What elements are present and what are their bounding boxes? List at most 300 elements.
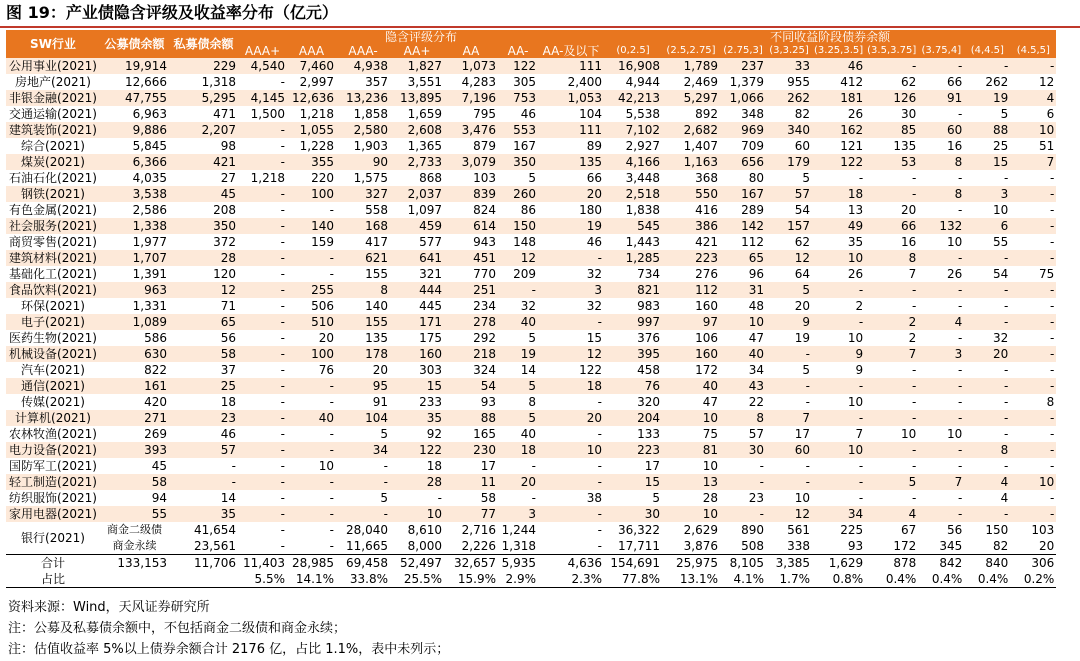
table-cell: 66 [538, 170, 604, 186]
ratio-cell: 0.4% [865, 571, 918, 588]
table-cell: 9 [812, 346, 865, 362]
total-cell: 25,975 [662, 555, 720, 572]
table-cell: 12,636 [287, 90, 336, 106]
table-cell: 168 [336, 218, 390, 234]
table-cell: 28 [390, 474, 444, 490]
table-cell: - [287, 266, 336, 282]
table-cell: 8 [1010, 394, 1056, 410]
total-cell: 840 [964, 555, 1010, 572]
table-cell: 8 [865, 250, 918, 266]
table-cell: 2,207 [169, 122, 238, 138]
table-cell: 890 [720, 522, 766, 538]
table-row [6, 122, 1056, 138]
table-cell: 5 [498, 170, 538, 186]
table-cell: - [865, 458, 918, 474]
table-cell: 57 [766, 186, 812, 202]
table-cell: 35 [169, 506, 238, 522]
table-cell: 18 [169, 394, 238, 410]
table-cell: 57 [169, 442, 238, 458]
table-cell: 160 [662, 298, 720, 314]
table-cell: - [287, 490, 336, 506]
table-cell: - [1010, 202, 1056, 218]
table-cell: 2,733 [390, 154, 444, 170]
table-cell: - [766, 394, 812, 410]
table-cell: - [238, 122, 287, 138]
table-cell: 218 [444, 346, 498, 362]
table-cell: 12 [766, 506, 812, 522]
table-cell: 3 [538, 282, 604, 298]
table-cell: - [287, 426, 336, 442]
header-industry: SW行业 [6, 30, 100, 58]
table-cell: 7,460 [287, 58, 336, 74]
table-cell: 12 [766, 250, 812, 266]
table-cell: 4,283 [444, 74, 498, 90]
table-cell: 1,055 [287, 122, 336, 138]
table-row [6, 490, 1056, 506]
table-cell: 56 [918, 522, 964, 538]
table-cell: - [238, 522, 287, 538]
table-cell: 10 [720, 314, 766, 330]
table-cell: 230 [444, 442, 498, 458]
table-cell: 66 [865, 218, 918, 234]
header-yield-band-5: (3.5,3.75] [867, 45, 917, 56]
table-cell: 16 [865, 234, 918, 250]
table-cell: 97 [662, 314, 720, 330]
table-cell: 77 [444, 506, 498, 522]
table-cell: - [1010, 282, 1056, 298]
table-cell: 20 [1010, 538, 1056, 555]
table-cell: 160 [662, 346, 720, 362]
table-cell: - [498, 458, 538, 474]
table-row [6, 282, 1056, 298]
table-cell: 324 [444, 362, 498, 378]
table-cell: 54 [964, 266, 1010, 282]
table-cell: 868 [390, 170, 444, 186]
table-cell: 393 [100, 442, 169, 458]
table-cell: 171 [390, 314, 444, 330]
table-cell: 75 [662, 426, 720, 442]
table-cell: 179 [766, 154, 812, 170]
table-cell: - [238, 442, 287, 458]
table-cell: 417 [336, 234, 390, 250]
table-cell: 10 [918, 426, 964, 442]
table-cell: 155 [336, 266, 390, 282]
table-cell: 86 [498, 202, 538, 218]
table-cell: 586 [100, 330, 169, 346]
table-cell: 14 [169, 490, 238, 506]
industry-name: 非银金融(2021) [6, 90, 100, 106]
table-cell: - [766, 346, 812, 362]
table-cell: - [287, 250, 336, 266]
table-cell: 8 [918, 186, 964, 202]
table-cell: - [287, 202, 336, 218]
table-cell: 17 [604, 458, 662, 474]
table-cell: 416 [662, 202, 720, 218]
table-cell: 508 [720, 538, 766, 555]
table-cell: - [964, 58, 1010, 74]
table-cell: 7 [1010, 154, 1056, 170]
table-cell: - [812, 410, 865, 426]
table-cell: 444 [390, 282, 444, 298]
table-cell: - [812, 170, 865, 186]
table-cell: - [238, 346, 287, 362]
table-cell: 395 [604, 346, 662, 362]
industry-name: 有色金属(2021) [6, 202, 100, 218]
ratio-cell: 4.1% [720, 571, 766, 588]
table-cell: 165 [444, 426, 498, 442]
table-cell: - [964, 298, 1010, 314]
table-cell: 1,903 [336, 138, 390, 154]
table-cell: 892 [662, 106, 720, 122]
total-cell: 878 [865, 555, 918, 572]
table-cell: 558 [336, 202, 390, 218]
table-cell: 15 [964, 154, 1010, 170]
table-cell: - [336, 474, 390, 490]
table-cell: 340 [766, 122, 812, 138]
table-cell: 338 [766, 538, 812, 555]
table-cell: - [287, 442, 336, 458]
table-cell: 6,963 [100, 106, 169, 122]
table-cell: 162 [812, 122, 865, 138]
table-cell: 510 [287, 314, 336, 330]
table-cell: 16 [918, 138, 964, 154]
table-cell: 1,331 [100, 298, 169, 314]
industry-name: 汽车(2021) [6, 362, 100, 378]
table-cell: 82 [964, 538, 1010, 555]
industry-name: 传媒(2021) [6, 394, 100, 410]
table-cell: - [766, 458, 812, 474]
table-cell: 1,163 [662, 154, 720, 170]
table-cell: - [238, 154, 287, 170]
table-cell: 88 [444, 410, 498, 426]
table-cell: 10 [964, 202, 1010, 218]
table-cell: 4,166 [604, 154, 662, 170]
table-cell: 276 [662, 266, 720, 282]
table-cell: - [918, 410, 964, 426]
table-cell: 3,876 [662, 538, 720, 555]
table-row [6, 202, 1056, 218]
table-cell: - [918, 202, 964, 218]
table-row [6, 426, 1056, 442]
header-rating-3: AA+ [390, 44, 444, 58]
table-cell: - [1010, 170, 1056, 186]
table-cell: 47 [720, 330, 766, 346]
table-row-bank [6, 538, 1056, 555]
table-row [6, 362, 1056, 378]
table-cell: - [238, 394, 287, 410]
table-cell: 10 [662, 410, 720, 426]
industry-name: 煤炭(2021) [6, 154, 100, 170]
table-cell: - [238, 282, 287, 298]
table-cell: 656 [720, 154, 766, 170]
table-cell: 10 [538, 442, 604, 458]
table-cell: 40 [498, 426, 538, 442]
table-cell: 10 [766, 490, 812, 506]
table-cell: 2,608 [390, 122, 444, 138]
table-cell: 58 [444, 490, 498, 506]
table-cell: 15 [538, 330, 604, 346]
industry-name: 通信(2021) [6, 378, 100, 394]
table-cell: 20 [538, 410, 604, 426]
table-cell: 4,035 [100, 170, 169, 186]
industry-name-bank: 银行(2021) [6, 522, 100, 555]
table-cell: 5 [498, 410, 538, 426]
table-cell: - [238, 538, 287, 555]
table-cell: 3,476 [444, 122, 498, 138]
ratio-cell: 77.8% [604, 571, 662, 588]
table-cell: 709 [720, 138, 766, 154]
table-cell: 100 [287, 186, 336, 202]
ratio-cell: 0.2% [1010, 571, 1056, 588]
table-cell: 122 [538, 362, 604, 378]
table-cell: 15 [604, 474, 662, 490]
table-cell: 37 [169, 362, 238, 378]
table-cell: 459 [390, 218, 444, 234]
table-cell: 85 [865, 122, 918, 138]
table-cell: 305 [498, 74, 538, 90]
table-cell: - [918, 330, 964, 346]
table-cell: - [238, 490, 287, 506]
table-cell: 9 [812, 362, 865, 378]
note-source: 资料来源：Wind，天风证券研究所 [8, 600, 210, 615]
table-cell: - [766, 474, 812, 490]
table-cell: 40 [498, 314, 538, 330]
table-cell: 175 [390, 330, 444, 346]
table-cell: 5 [766, 362, 812, 378]
header-yield-band-7: (4,4.5] [964, 44, 1010, 58]
table-cell: 159 [287, 234, 336, 250]
table-cell: - [238, 250, 287, 266]
ratio-cell: 13.1% [662, 571, 720, 588]
table-cell: 35 [812, 234, 865, 250]
table-cell: - [1010, 314, 1056, 330]
table-cell: 13 [812, 202, 865, 218]
table-cell: 208 [169, 202, 238, 218]
header-yield-band-6: (3.75,4] [918, 44, 964, 58]
table-cell: 1,097 [390, 202, 444, 218]
total-label: 合计 [6, 555, 100, 572]
table-cell: - [964, 282, 1010, 298]
table-cell: - [238, 138, 287, 154]
table-cell: 33 [766, 58, 812, 74]
table-cell: 969 [720, 122, 766, 138]
table-cell: - [865, 282, 918, 298]
header-private: 私募债余额 [169, 30, 238, 58]
table-cell: 76 [287, 362, 336, 378]
title-rule [0, 26, 1080, 28]
table-cell: 630 [100, 346, 169, 362]
table-cell: 5 [604, 490, 662, 506]
industry-name: 轻工制造(2021) [6, 474, 100, 490]
table-cell: 2,037 [390, 186, 444, 202]
table-cell: 135 [865, 138, 918, 154]
table-cell: - [538, 538, 604, 555]
table-cell: 28,040 [336, 522, 390, 538]
table-cell: 545 [604, 218, 662, 234]
table-cell: 550 [662, 186, 720, 202]
table-cell: 8,610 [390, 522, 444, 538]
table-cell: 2,469 [662, 74, 720, 90]
table-cell: - [238, 202, 287, 218]
ratio-cell: 0.4% [964, 571, 1010, 588]
table-cell: - [964, 426, 1010, 442]
industry-name: 建筑材料(2021) [6, 250, 100, 266]
table-cell: 2 [865, 330, 918, 346]
table-cell: - [865, 170, 918, 186]
table-cell: 32 [538, 298, 604, 314]
table-cell: 172 [662, 362, 720, 378]
table-cell: - [812, 458, 865, 474]
table-cell: 879 [444, 138, 498, 154]
table-cell: 32 [498, 298, 538, 314]
table-cell: 111 [538, 122, 604, 138]
table-cell: - [812, 282, 865, 298]
table-cell: 20 [964, 346, 1010, 362]
table-cell: 122 [390, 442, 444, 458]
table-cell: - [238, 378, 287, 394]
table-cell: 2,518 [604, 186, 662, 202]
table-cell: 327 [336, 186, 390, 202]
note-exclusion: 注：公募及私募债余额中，不包括商金二级债和商金永续； [8, 621, 347, 636]
industry-name: 商贸零售(2021) [6, 234, 100, 250]
header-rating-2: AAA- [336, 44, 390, 58]
table-cell: 7,196 [444, 90, 498, 106]
table-cell: 40 [720, 346, 766, 362]
ratio-cell: 2.3% [538, 571, 604, 588]
table-cell: - [918, 106, 964, 122]
table-cell: 2,927 [604, 138, 662, 154]
table-cell: 320 [604, 394, 662, 410]
total-cell: 69,458 [336, 555, 390, 572]
table-cell: 1,365 [390, 138, 444, 154]
industry-name: 钢铁(2021) [6, 186, 100, 202]
table-cell: 209 [498, 266, 538, 282]
table-cell: 997 [604, 314, 662, 330]
table-cell: 47,755 [100, 90, 169, 106]
table-cell: - [918, 506, 964, 522]
table-cell: 14 [498, 362, 538, 378]
table-cell: 1,285 [604, 250, 662, 266]
table-cell: 1,318 [169, 74, 238, 90]
table-cell: 98 [169, 138, 238, 154]
table-row [6, 346, 1056, 362]
table-cell: 41,654 [169, 522, 238, 538]
table-row [6, 250, 1056, 266]
table-cell: 45 [100, 458, 169, 474]
table-cell: 5 [766, 282, 812, 298]
table-cell: 4,938 [336, 58, 390, 74]
ratio-cell [169, 571, 238, 588]
table-cell: 26 [812, 266, 865, 282]
table-cell: - [812, 490, 865, 506]
table-cell: - [1010, 506, 1056, 522]
table-cell: 458 [604, 362, 662, 378]
table-cell: 34 [720, 362, 766, 378]
table-cell: - [1010, 410, 1056, 426]
table-cell: 3 [918, 346, 964, 362]
table-cell: 60 [766, 442, 812, 458]
table-cell: - [538, 394, 604, 410]
table-cell: 10 [662, 506, 720, 522]
table-cell: - [1010, 218, 1056, 234]
table-cell: 5 [336, 490, 390, 506]
industry-name: 国防军工(2021) [6, 458, 100, 474]
table-cell: - [1010, 346, 1056, 362]
table-cell: 148 [498, 234, 538, 250]
table-cell: 2,629 [662, 522, 720, 538]
table-cell: 12 [538, 346, 604, 362]
table-cell: 20 [865, 202, 918, 218]
table-cell: 1,066 [720, 90, 766, 106]
table-cell: - [865, 58, 918, 74]
table-cell: 82 [766, 106, 812, 122]
table-cell: - [1010, 186, 1056, 202]
table-cell: 4 [865, 506, 918, 522]
table-row-ratio [6, 571, 1056, 588]
table-cell: 1,244 [498, 522, 538, 538]
industry-name: 房地产(2021) [6, 74, 100, 90]
table-cell: 355 [287, 154, 336, 170]
table-row [6, 74, 1056, 90]
table-cell: 223 [662, 250, 720, 266]
table-cell: 6,366 [100, 154, 169, 170]
table-cell: - [964, 378, 1010, 394]
table-cell: 54 [444, 378, 498, 394]
table-cell: 106 [662, 330, 720, 346]
table-cell: 6 [964, 218, 1010, 234]
header-yield-band-1: (2.5,2.75] [662, 44, 720, 58]
table-cell: - [720, 506, 766, 522]
table-cell: 155 [336, 314, 390, 330]
table-cell: 18 [498, 442, 538, 458]
total-cell: 154,691 [604, 555, 662, 572]
table-cell: 28 [169, 250, 238, 266]
table-cell: 111 [538, 58, 604, 74]
table-cell: 963 [100, 282, 169, 298]
table-cell: 348 [720, 106, 766, 122]
header-yield-band-2: (2.75,3] [720, 44, 766, 58]
table-cell: 345 [918, 538, 964, 555]
table-cell: 18 [538, 378, 604, 394]
header-rating-5: AA- [498, 44, 538, 58]
table-cell: 51 [1010, 138, 1056, 154]
table-cell: 60 [918, 122, 964, 138]
table-cell: - [238, 506, 287, 522]
table-cell: 2,682 [662, 122, 720, 138]
table-cell: 614 [444, 218, 498, 234]
industry-name: 交通运输(2021) [6, 106, 100, 122]
table-row [6, 330, 1056, 346]
table-cell: 54 [766, 202, 812, 218]
table-cell: - [238, 234, 287, 250]
table-cell: - [918, 282, 964, 298]
table-cell: 76 [604, 378, 662, 394]
table-cell: 421 [662, 234, 720, 250]
table-row-total [6, 555, 1056, 572]
table-cell: - [169, 458, 238, 474]
table-cell: 20 [287, 330, 336, 346]
table-cell: 120 [169, 266, 238, 282]
header-yield-band-4: (3.25,3.5] [814, 45, 864, 56]
table-cell: - [918, 170, 964, 186]
table-cell: - [287, 474, 336, 490]
table-cell: 67 [865, 522, 918, 538]
table-cell: 49 [812, 218, 865, 234]
table-cell: 103 [1010, 522, 1056, 538]
table-cell: 58 [169, 346, 238, 362]
table-cell: 1,318 [498, 538, 538, 555]
table-cell: 94 [100, 490, 169, 506]
